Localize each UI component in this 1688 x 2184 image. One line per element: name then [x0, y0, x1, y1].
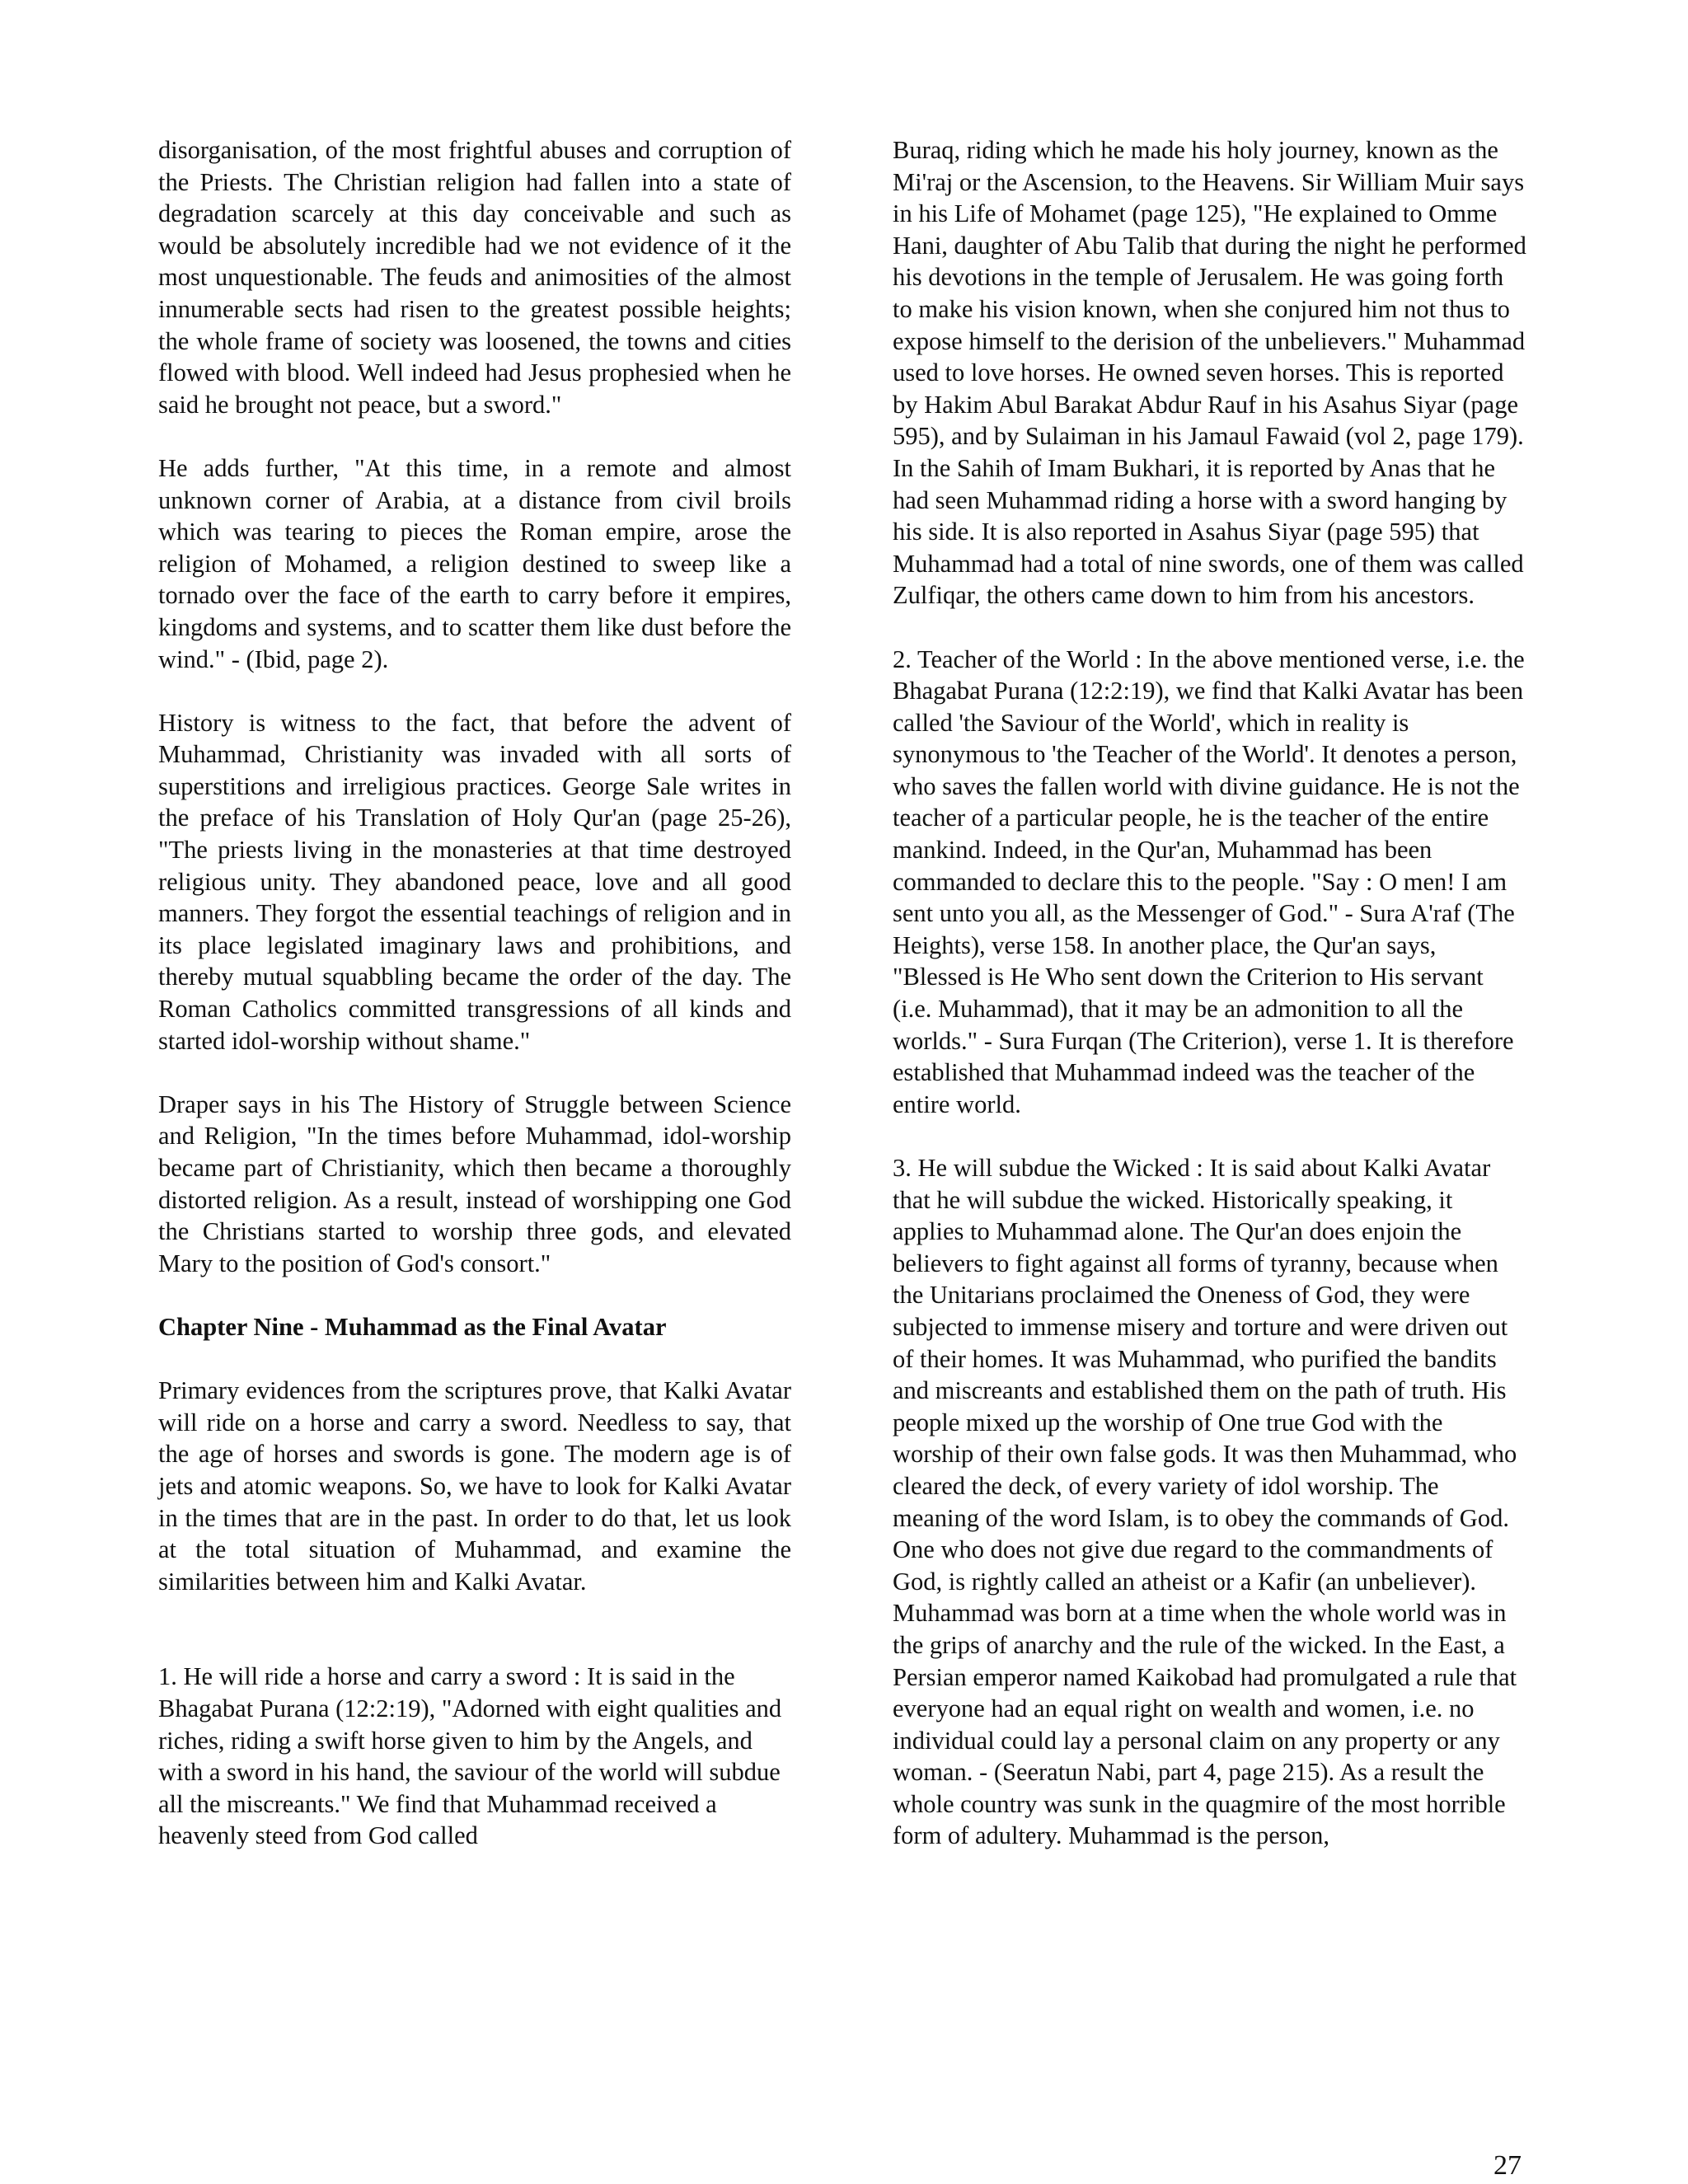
right-paragraph-1: Buraq, riding which he made his holy journey, known as the Mi'raj or the Ascension, to the Heavens. Sir William Muir says in his Life of Mohamet (page 125), "He explained to Omme Hani, daughter of Abu Talib that during the night he performed his devotions in the temple of Jerusalem. He was going forth to make his vision known, when she conjured him not thus to expose himself to the derision of the unbelievers." Muhammad used to love horses. He owned seven horses. This is reported by Hakim Abul Barakat Abdur Rauf in his Asahus Siyar (page 595), and by Sulaiman in his Jamaul Fawaid (vol 2, page 179). In the Sahih of Imam Bukhari, it is reported by Anas that he had seen Muhammad riding a horse with a sword hanging by his side. It is also reported in Asahus Siyar (page 595) that Muhammad had a total of nine swords, one of them was called Zulfiqar, the others came down to him from his ancestors.	[893, 136, 1526, 610]
page-number: 27	[1493, 2150, 1522, 2181]
left-paragraph-2: He adds further, "At this time, in a remote and almost unknown corner of Arabia, at a distance from civil broils which was tearing to pieces the Roman empire, arose the religion of Mohamed, a religion destined to sweep like a tornado over the face of the earth to carry before it empires, kingdoms and systems, and to scatter them like dust before the wind." - (Ibid, page 2).	[158, 453, 791, 673]
right-column	[893, 134, 1527, 1884]
left-paragraph-6: 1. He will ride a horse and carry a sword : It is said in the Bhagabat Purana (12:2:19), "Adorned with eight qualities and riches, riding a swift horse given to him by the Angels, and with a sword in his hand, the saviour of the world will subdue all the miscreants." We find that Muhammad received a heavenly steed from God called	[158, 1662, 782, 1850]
left-paragraph-3: History is witness to the fact, that before the advent of Muhammad, Christianity was invaded with all sorts of superstitions and irreligious practices. George Sale writes in the preface of his Translation of Holy Qur'an (page 25-26), "The priests living in the monasteries at that time destroyed religious unity. They abandoned peace, love and all good manners. They forgot the essential teachings of religion and in its place legislated imaginary laws and prohibitions, and thereby mutual squabbling became the order of the day. The Roman Catholics committed transgressions of all kinds and started idol-worship without shame."	[158, 708, 791, 1055]
right-paragraph-3: 3. He will subdue the Wicked : It is said about Kalki Avatar that he will subdue the wicked. Historically speaking, it applies to Muhammad alone. The Qur'an does enjoin the believers to fight against all forms of tyranny, because when the Unitarians proclaimed the Oneness of God, they were subjected to immense misery and torture and were driven out of their homes. It was Muhammad, who purified the bandits and miscreants and established them on the path of truth. His people mixed up the worship of One true God with the worship of their own false gods. It was then Muhammad, who cleared the deck, of every variety of idol worship. The meaning of the word Islam, is to obey the commands of God. One who does not give due regard to the commandments of God, is rightly called an atheist or a Kafir (an unbeliever). Muhammad was born at a time when the whole world was in the grips of anarchy and the rule of the wicked. In the East, a Persian emperor named Kaikobad had promulgated a rule that everyone had an equal right on wealth and women, i.e. no individual could lay a personal claim on any property or any woman. - (Seeratun Nabi, part 4, page 215). As a result the whole country was sunk in the quagmire of the most horrible form of adultery. Muhammad is the person,	[893, 1154, 1517, 1850]
left-paragraph-5: Primary evidences from the scriptures prove, that Kalki Avatar will ride on a horse and carry a sword. Needless to say, that the age of horses and swords is gone. The modern age is of jets and atomic weapons. So, we have to look for Kalki Avatar in the times that are in the past. In order to do that, let us look at the total situation of Muhammad, and examine the similarities between him and Kalki Avatar.	[158, 1376, 791, 1596]
right-paragraph-2: 2. Teacher of the World : In the above mentioned verse, i.e. the Bhagabat Purana (12:2:19), we find that Kalki Avatar has been called 'the Saviour of the World', which in reality is synonymous to 'the Teacher of the World'. It denotes a person, who saves the fallen world with divine guidance. He is not the teacher of a particular people, he is the teacher of the entire mankind. Indeed, in the Qur'an, Muhammad has been commanded to declare this to the people. "Say : O men! I am sent unto you all, as the Messenger of God." - Sura A'raf (The Heights), verse 158. In another place, the Qur'an says, "Blessed is He Who sent down the Criterion to His servant (i.e. Muhammad), that it may be an admonition to all the worlds." - Sura Furqan (The Criterion), verse 1. It is therefore established that Muhammad indeed was the teacher of the entire world.	[893, 644, 1525, 1118]
left-paragraph-1: disorganisation, of the most frightful abuses and corruption of the Priests. The Christian religion had fallen into a state of degradation scarcely at this day conceivable and such as would be absolutely incredible had we not evidence of it the most unquestionable. The feuds and animosities of the almost innumerable sects had risen to the greatest possible heights; the whole frame of society was loosened, the towns and cities flowed with blood. Well indeed had Jesus prophesied when he said he brought not peace, but a sword."	[158, 136, 791, 419]
left-paragraph-4: Draper says in his The History of Struggle between Science and Religion, "In the times before Muhammad, idol-worship became part of Christianity, which then became a thoroughly distorted religion. As a result, instead of worshipping one God the Christians started to worship three gods, and elevated Mary to the position of God's consort."	[158, 1090, 791, 1277]
left-column	[158, 134, 791, 1883]
chapter-heading: Chapter Nine - Muhammad as the Final Avatar	[158, 1312, 667, 1341]
